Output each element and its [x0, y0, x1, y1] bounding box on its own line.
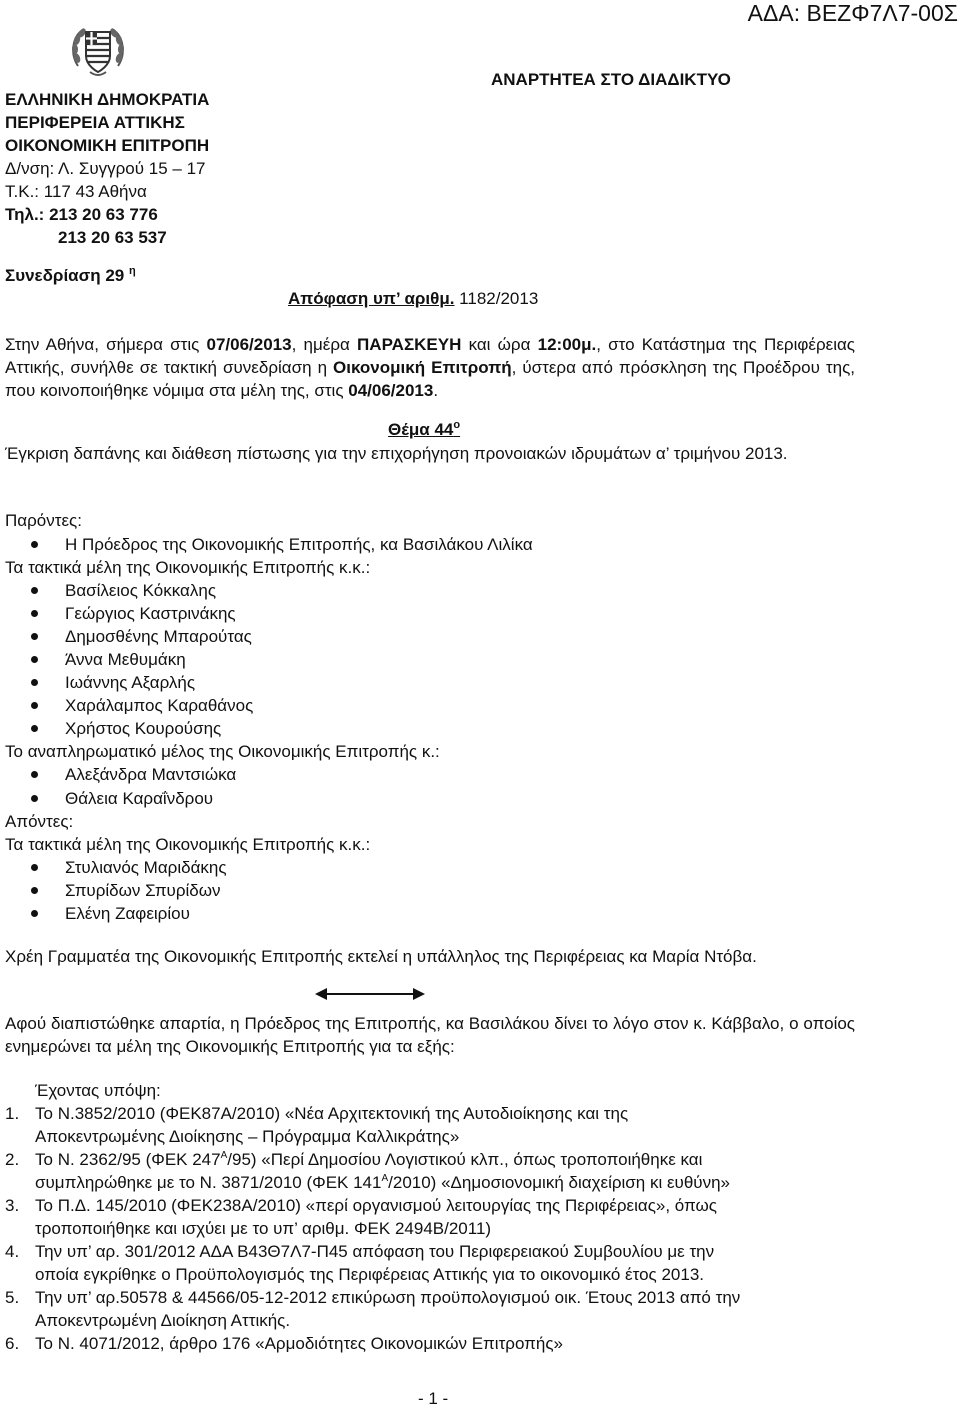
header-phone: Τηλ.: 213 20 63 776 — [5, 205, 158, 224]
session-text: Συνεδρίαση 29 — [5, 266, 125, 285]
member-item: Χρήστος Κουρούσης — [65, 719, 222, 738]
page-number: - 1 - — [418, 1389, 449, 1408]
item-line: Το Ν.3852/2010 (ΦΕΚ87Α/2010) «Νέα Αρχιτεκτονική της Αυτοδιοίκησης και της — [35, 1104, 629, 1123]
bullet-icon — [31, 910, 38, 917]
item-line: Το Π.Δ. 145/2010 (ΦΕΚ238Α/2010) «περί οργανισμού λειτουργίας της Περιφέρειας», όπως — [35, 1196, 717, 1215]
theme-sup: ο — [453, 419, 461, 431]
absent-item: Ελένη Ζαφειρίου — [65, 904, 190, 923]
item-line — [35, 1148, 702, 1171]
invite-date: 04/06/2013 — [348, 381, 434, 400]
meeting-time: 12:00μ. — [537, 335, 597, 354]
member-item: Γεώργιος Καστρινάκης — [65, 604, 236, 623]
regular-members-label: Τα τακτικά μέλη της Οικονομικής Επιτροπής κ.κ.: — [5, 558, 371, 577]
item-sup: Α — [220, 1150, 228, 1161]
header-line: ΠΕΡΙΦΕΡΕΙΑ ΑΤΤΙΚΗΣ — [5, 113, 185, 132]
intro-text: και ώρα — [461, 335, 538, 354]
substitute-label: Το αναπληρωματικό μέλος της Οικονομικής Επιτροπής κ.: — [5, 742, 440, 761]
item-number: 4. — [5, 1242, 20, 1261]
secretary-paragraph: Χρέη Γραμματέα της Οικονομικής Επιτροπής εκτελεί η υπάλληλος της Περιφέρειας κα Μαρία Ντόβα. — [5, 947, 757, 966]
intro-paragraph — [5, 333, 855, 402]
item-number: 3. — [5, 1196, 20, 1215]
item-number: 1. — [5, 1104, 20, 1123]
item-sup: Α — [381, 1173, 389, 1184]
bullet-icon — [31, 771, 38, 778]
absent-item: Στυλιανός Μαριδάκης — [65, 858, 227, 877]
session-number — [5, 264, 136, 287]
meeting-day: ΠΑΡΑΣΚΕΥΗ — [357, 335, 462, 354]
absent-label: Απόντες: — [5, 812, 74, 831]
item-text: Το Ν. 2362/95 (ΦΕΚ 247 — [35, 1150, 221, 1169]
present-label: Παρόντες: — [5, 511, 82, 530]
session-sup: η — [129, 265, 136, 277]
substitute-item: Αλεξάνδρα Μαντσιώκα — [65, 765, 237, 784]
item-text: συμπληρώθηκε με το Ν. 3871/2010 (ΦΕΚ 141 — [35, 1173, 382, 1192]
intro-text: , ημέρα — [291, 335, 358, 354]
item-text: /2010) «Δημοσιονομική διαχείριση κι ευθύνη» — [388, 1173, 731, 1192]
item-line: Την υπ’ αρ. 301/2012 ΑΔΑ Β43Θ7Λ7-Π45 απόφαση του Περιφερειακού Συμβουλίου με την — [35, 1242, 715, 1261]
absent-regular-label: Τα τακτικά μέλη της Οικονομικής Επιτροπής κ.κ.: — [5, 835, 371, 854]
publish-notice: ΑΝΑΡΤΗΤΕΑ ΣΤΟ ΔΙΑΔΙΚΤΥΟ — [491, 70, 731, 89]
item-text: /95) «Περί Δημοσίου Λογιστικού κλπ., όπως τροποποιήθηκε και — [227, 1150, 703, 1169]
item-number: 5. — [5, 1288, 20, 1307]
item-line: τροποποιήθηκε και ισχύει με το υπ’ αριθμ. ΦΕΚ 2494Β/2011) — [35, 1219, 492, 1238]
member-item: Δημοσθένης Μπαρούτας — [65, 627, 252, 646]
item-number: 6. — [5, 1334, 20, 1353]
item-line: Το Ν. 4071/2012, άρθρο 176 «Αρμοδιότητες Οικονομικών Επιτροπής» — [35, 1334, 563, 1353]
quorum-paragraph: Αφού διαπιστώθηκε απαρτία, η Πρόεδρος της Επιτροπής, κα Βασιλάκου δίνει το λόγο στον κ. Κάββαλο, ο οποίος ενημερώνει τα μέλη της Οικονομικής Επιτροπής για τα εξής: — [5, 1014, 855, 1056]
member-item: Χαράλαμπος Καραθάνος — [65, 696, 254, 715]
president-entry: Η Πρόεδρος της Οικονομικής Επιτροπής, κα Βασιλάκου Λιλίκα — [65, 535, 533, 554]
double-arrow-icon — [315, 986, 425, 1002]
theme-heading — [388, 418, 460, 441]
header-address: Δ/νση: Λ. Συγγρού 15 – 17 — [5, 159, 206, 178]
substitute-item: Θάλεια Καραΐνδρου — [65, 789, 214, 808]
header-line: ΕΛΛΗΝΙΚΗ ΔΗΜΟΚΡΑΤΙΑ — [5, 90, 210, 109]
member-item: Βασίλειος Κόκκαλης — [65, 581, 217, 600]
header-line: ΟΙΚΟΝΟΜΙΚΗ ΕΠΙΤΡΟΠΗ — [5, 136, 210, 155]
meeting-date: 07/06/2013 — [206, 335, 292, 354]
item-line: Την υπ’ αρ.50578 & 44566/05-12-2012 επικύρωση προϋπολογισμού οικ. Έτους 2013 από την — [35, 1288, 741, 1307]
intro-text: , ύστερα από πρόσκληση της Προέδρου της, που κοινοποιήθηκε νόμιμα στα μέλη της, στις — [5, 358, 855, 400]
bullet-icon — [31, 679, 38, 686]
bullet-icon — [31, 541, 38, 548]
theme-label: Θέμα 44 — [388, 420, 454, 439]
item-line: Αποκεντρωμένης Διοίκησης – Πρόγραμμα Καλλικράτης» — [35, 1127, 460, 1146]
header-postal: Τ.Κ.: 117 43 Αθήνα — [5, 182, 147, 201]
issuer-header — [5, 88, 209, 249]
greek-emblem-icon — [68, 22, 128, 82]
bullet-icon — [31, 656, 38, 663]
decision-value: 1182/2013 — [454, 289, 539, 308]
bullet-icon — [31, 887, 38, 894]
item-line — [35, 1171, 730, 1194]
intro-text: , στο Κατάστημα της Περιφέρειας Αττικής, συνήλθε σε τακτική συνεδρίαση η — [5, 335, 856, 377]
bullet-icon — [31, 725, 38, 732]
bullet-icon — [31, 864, 38, 871]
bullet-icon — [31, 795, 38, 802]
absent-item: Σπυρίδων Σπυρίδων — [65, 881, 221, 900]
decision-number — [288, 287, 538, 310]
header-phone-2: 213 20 63 537 — [58, 228, 167, 247]
bullet-icon — [31, 587, 38, 594]
bullet-icon — [31, 610, 38, 617]
considering-label: Έχοντας υπόψη: — [35, 1081, 161, 1100]
member-item: Άννα Μεθυμάκη — [65, 650, 186, 669]
ada-code: ΑΔΑ: ΒΕΖΦ7Λ7-00Σ — [747, 0, 958, 26]
member-item: Ιωάννης Αξαρλής — [65, 673, 196, 692]
bullet-icon — [31, 633, 38, 640]
item-line: Αποκεντρωμένη Διοίκηση Αττικής. — [35, 1311, 291, 1330]
theme-text: Έγκριση δαπάνης και διάθεση πίστωσης για την επιχορήγηση προνοιακών ιδρυμάτων α’ τριμήνου 2013. — [5, 444, 788, 463]
decision-label: Απόφαση υπ’ αριθμ. — [288, 289, 455, 308]
item-number: 2. — [5, 1150, 20, 1169]
bullet-icon — [31, 702, 38, 709]
intro-text: Στην Αθήνα, σήμερα στις — [5, 335, 207, 354]
committee-name: Οικονομική Επιτροπή — [333, 358, 512, 377]
intro-text: . — [433, 381, 439, 400]
item-line: οποία εγκρίθηκε ο Προϋπολογισμός της Περιφέρειας Αττικής για το οικονομικό έτος 2013. — [35, 1265, 705, 1284]
